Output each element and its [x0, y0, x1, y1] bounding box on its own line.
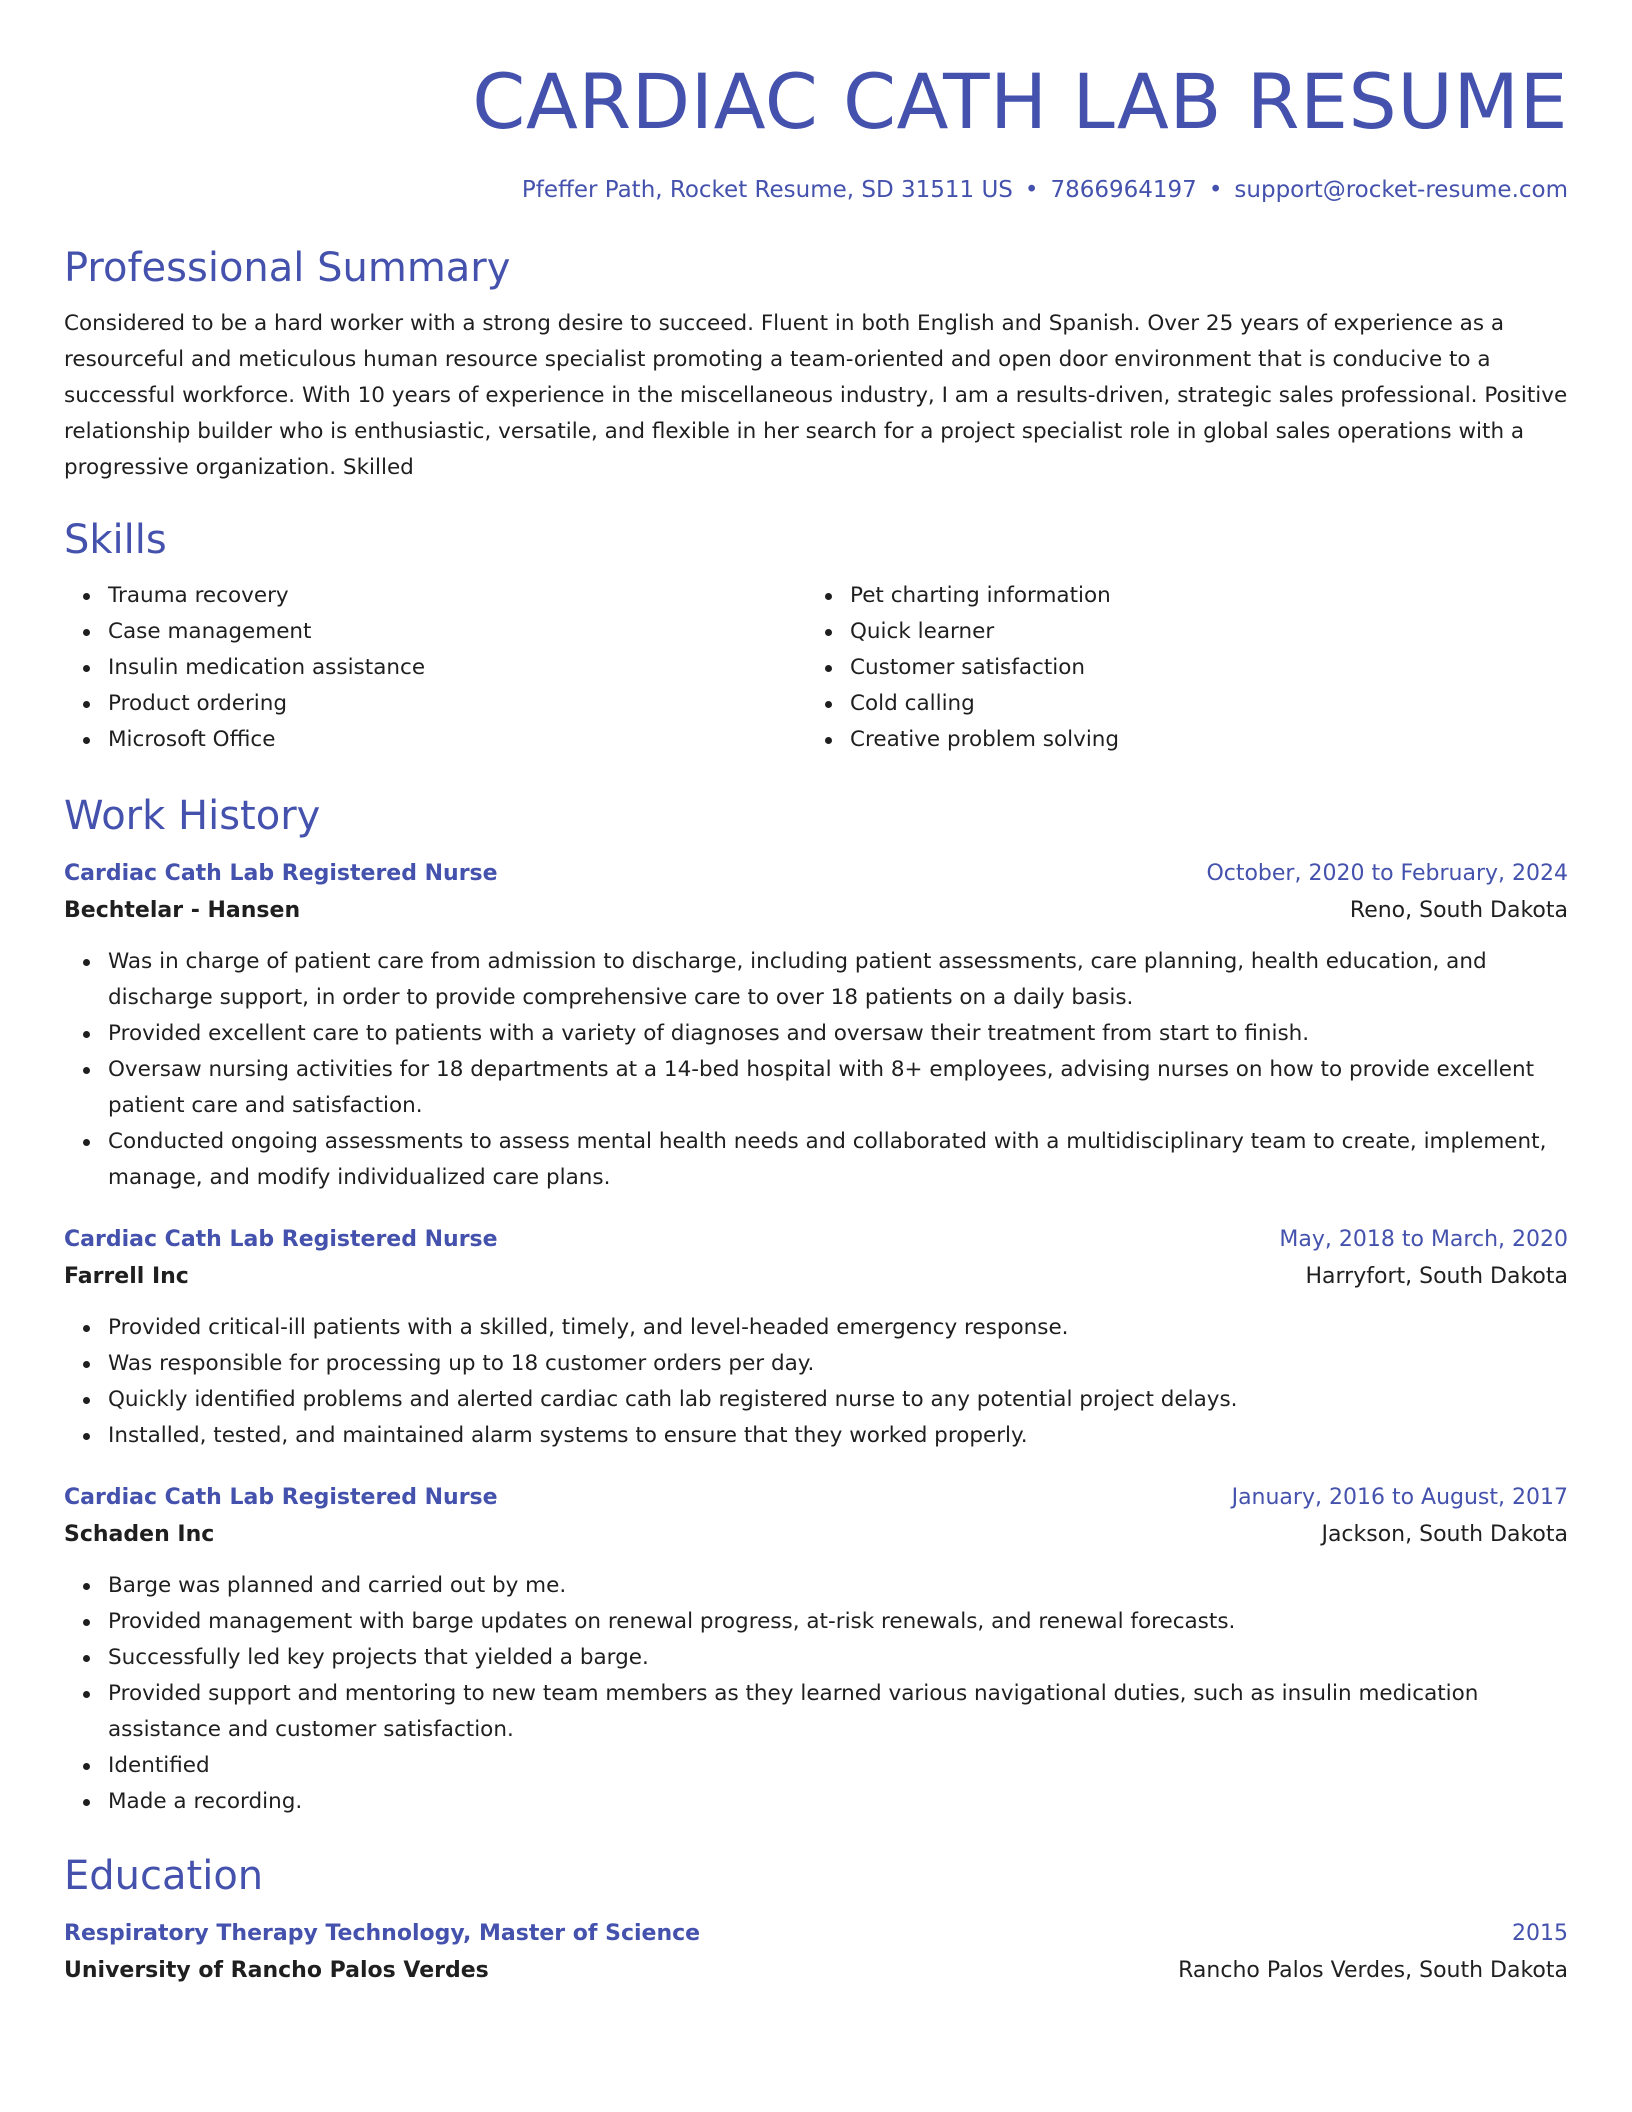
- skill-item: Quick learner: [850, 614, 1548, 650]
- job-location: Jackson, South Dakota: [1321, 1522, 1568, 1547]
- job-company-row: [64, 1258, 1568, 1296]
- contact-separator: •: [1024, 177, 1039, 203]
- job-bullet: Identified: [108, 1748, 1568, 1784]
- education-location: Rancho Palos Verdes, South Dakota: [1178, 1958, 1568, 1983]
- job-company-row: [64, 892, 1568, 930]
- job-bullets: [64, 944, 1568, 1196]
- education-entry: [64, 1916, 1568, 1990]
- summary-text: Considered to be a hard worker with a strong desire to succeed. Fluent in both English and Spanish. Over 25 years of experience as a resourceful and meticulous human resource specialist promoting a team-oriented and open door environment that is conducive to a successful workforce. With 10 years of experience in the miscellaneous industry, I am a results-driven, strategic sales professional. Positive relationship builder who is enthusiastic, versatile, and flexible in her search for a project specialist role in global sales operations with a progressive organization. Skilled: [64, 311, 1568, 480]
- job-entry: [64, 856, 1568, 1196]
- job-dates: January, 2016 to August, 2017: [1231, 1485, 1568, 1510]
- job-bullet: Made a recording.: [108, 1784, 1568, 1820]
- job-bullet: Provided critical-ill patients with a skilled, timely, and level-headed emergency response.: [108, 1310, 1568, 1346]
- job-company-row: [64, 1516, 1568, 1554]
- job-company: Schaden Inc: [64, 1522, 215, 1547]
- skill-item: Product ordering: [108, 686, 806, 722]
- job-company: Farrell Inc: [64, 1264, 189, 1289]
- skills-grid: [64, 578, 1568, 758]
- job-dates: October, 2020 to February, 2024: [1206, 861, 1568, 886]
- job-title: Cardiac Cath Lab Registered Nurse: [64, 1485, 498, 1510]
- skill-item: Insulin medication assistance: [108, 650, 806, 686]
- job-bullet: Successfully led key projects that yielded a barge.: [108, 1640, 1568, 1676]
- education-degree: Respiratory Therapy Technology, Master of Science: [64, 1921, 701, 1946]
- work-history-heading: Work History: [64, 793, 321, 839]
- education-year: 2015: [1512, 1921, 1568, 1946]
- summary-heading: Professional Summary: [64, 245, 511, 291]
- job-bullet: Quickly identified problems and alerted cardiac cath lab registered nurse to any potential project delays.: [108, 1382, 1568, 1418]
- job-bullet: Oversaw nursing activities for 18 departments at a 14-bed hospital with 8+ employees, advising nurses on how to provide excellent patient care and satisfaction.: [108, 1052, 1568, 1124]
- education-school-row: [64, 1952, 1568, 1990]
- job-bullet: Provided excellent care to patients with a variety of diagnoses and oversaw their treatment from start to finish.: [108, 1016, 1568, 1052]
- education-degree-row: [64, 1916, 1568, 1952]
- job-title: Cardiac Cath Lab Registered Nurse: [64, 1227, 498, 1252]
- job-location: Reno, South Dakota: [1349, 898, 1568, 923]
- skill-item: Customer satisfaction: [850, 650, 1548, 686]
- job-dates: May, 2018 to March, 2020: [1279, 1227, 1568, 1252]
- job-bullet: Barge was planned and carried out by me.: [108, 1568, 1568, 1604]
- job-title: Cardiac Cath Lab Registered Nurse: [64, 861, 498, 886]
- job-bullets: [64, 1568, 1568, 1820]
- job-bullet: Provided support and mentoring to new team members as they learned various navigational duties, such as insulin medication assistance and customer satisfaction.: [108, 1676, 1568, 1748]
- resume-header: [64, 0, 1568, 206]
- skills-column-left: [64, 578, 806, 758]
- contact-phone: 7866964197: [1050, 177, 1197, 203]
- job-entry: [64, 1480, 1568, 1820]
- skill-item: Case management: [108, 614, 806, 650]
- skill-item: Cold calling: [850, 686, 1548, 722]
- job-bullets: [64, 1310, 1568, 1454]
- skill-item: Trauma recovery: [108, 578, 806, 614]
- job-title-row: [64, 856, 1568, 892]
- job-bullet: Installed, tested, and maintained alarm systems to ensure that they worked properly.: [108, 1418, 1568, 1454]
- job-title-row: [64, 1222, 1568, 1258]
- education-school: University of Rancho Palos Verdes: [64, 1958, 489, 1983]
- job-bullet: Provided management with barge updates on renewal progress, at-risk renewals, and renewal forecasts.: [108, 1604, 1568, 1640]
- resume-name: CARDIAC CATH LAB RESUME: [472, 57, 1568, 146]
- job-bullet: Conducted ongoing assessments to assess mental health needs and collaborated with a multidisciplinary team to create, implement, manage, and modify individualized care plans.: [108, 1124, 1568, 1196]
- contact-address: Pfeffer Path, Rocket Resume, SD 31511 US: [521, 177, 1013, 203]
- skill-item: Creative problem solving: [850, 722, 1548, 758]
- skills-heading: Skills: [64, 517, 167, 563]
- job-entry: [64, 1222, 1568, 1454]
- job-company: Bechtelar - Hansen: [64, 898, 301, 923]
- job-location: Harryfort, South Dakota: [1305, 1264, 1568, 1289]
- skills-column-right: [806, 578, 1548, 758]
- job-bullet: Was responsible for processing up to 18 customer orders per day.: [108, 1346, 1568, 1382]
- skill-item: Microsoft Office: [108, 722, 806, 758]
- contact-line: [64, 174, 1568, 206]
- contact-email: support@rocket-resume.com: [1234, 177, 1568, 203]
- education-heading: Education: [64, 1853, 264, 1899]
- skill-item: Pet charting information: [850, 578, 1548, 614]
- contact-separator: •: [1208, 177, 1223, 203]
- job-title-row: [64, 1480, 1568, 1516]
- resume-page: [64, 0, 1568, 1990]
- job-bullet: Was in charge of patient care from admission to discharge, including patient assessments, care planning, health education, and discharge support, in order to provide comprehensive care to over 18 patients on a daily basis.: [108, 944, 1568, 1016]
